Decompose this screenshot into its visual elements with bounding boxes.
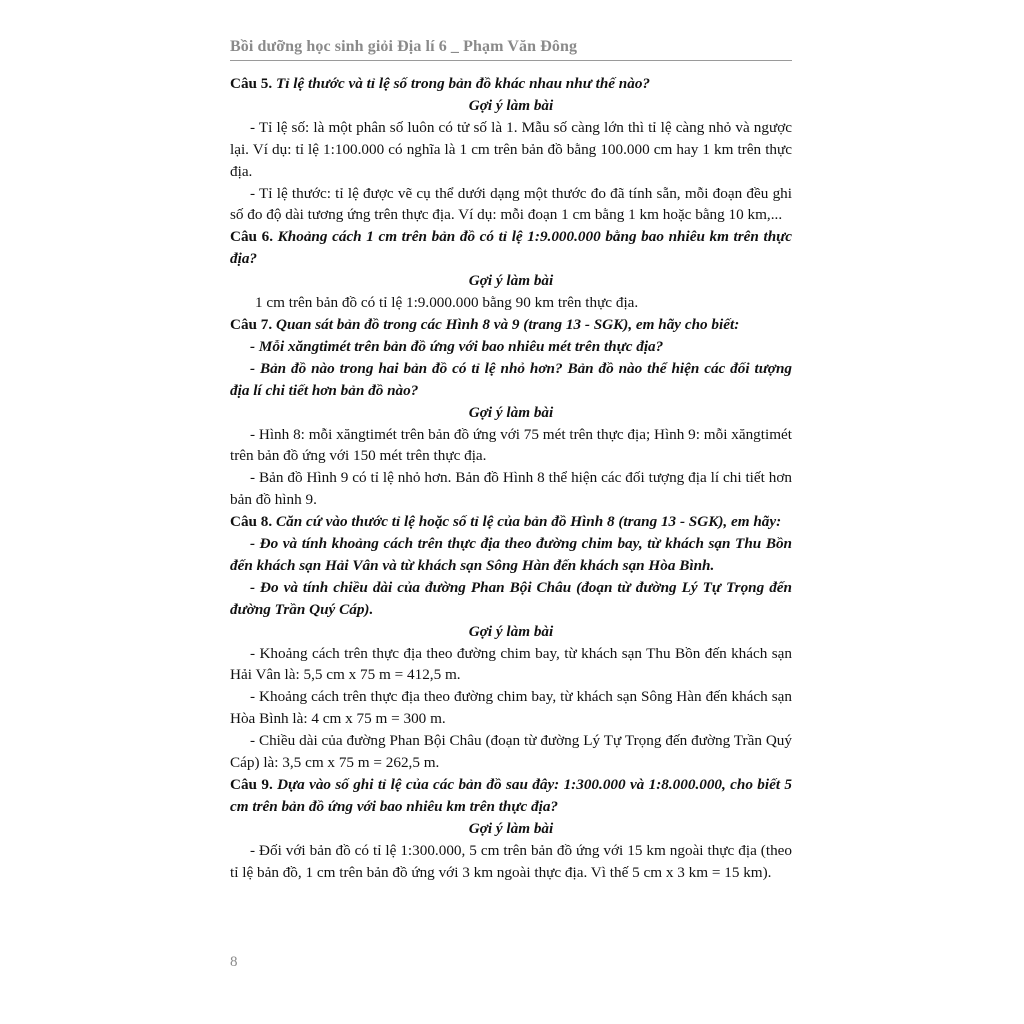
question-6-label: Câu 6. xyxy=(230,228,274,246)
question-5-title: Tỉ lệ thước và tỉ lệ số trong bản đồ khác nhau như thế nào? xyxy=(276,75,651,92)
question-5-answer-1: - Tỉ lệ số: là một phân số luôn có tử số là 1. Mẫu số càng lớn thì tỉ lệ càng nhỏ và ngược lại. Ví dụ: tỉ lệ 1:100.000 có nghĩa là 1 cm trên bản đồ bằng 100.000 cm hay 1 km trên thực địa. xyxy=(230,118,792,180)
question-9-label: Câu 9. xyxy=(230,776,273,793)
question-6-answer-1: 1 cm trên bản đồ có tỉ lệ 1:9.000.000 bằng 90 km trên thực địa. xyxy=(255,294,639,312)
question-8-sub-2: - Đo và tính chiều dài của đường Phan Bội Châu (đoạn từ đường Lý Tự Trọng đến đường Trần Quý Cáp). xyxy=(230,578,792,618)
question-5-answer-2: - Tỉ lệ thước: tỉ lệ được vẽ cụ thể dưới dạng một thước đo đã tính sẵn, mỗi đoạn đều ghi số đo độ dài tương ứng trên thực địa. Ví dụ: mỗi đoạn 1 cm bằng 1 km hoặc bằng 10 km,... xyxy=(230,184,792,224)
header-divider xyxy=(230,60,792,61)
question-5-hint: Gợi ý làm bài xyxy=(468,96,554,114)
question-7-label: Câu 7. xyxy=(230,315,273,333)
question-6-hint: Gợi ý làm bài xyxy=(468,272,554,290)
question-8-answer-3: - Chiều dài của đường Phan Bội Châu (đoạn từ đường Lý Tự Trọng đến đường Trần Quý Cáp) là: 3,5 cm x 75 m = 262,5 m. xyxy=(230,732,792,772)
question-8 xyxy=(230,511,792,533)
question-9-hint: Gợi ý làm bài xyxy=(468,819,554,837)
question-9-answer-1: - Đối với bản đồ có tỉ lệ 1:300.000, 5 cm trên bản đồ ứng với 15 km ngoài thực địa (theo tỉ lệ bản đồ, 1 cm trên bản đồ ứng với 3 km ngoài thực địa. Vì thế 5 cm x 3 km = 15 km). xyxy=(230,841,792,881)
question-7 xyxy=(230,314,792,336)
question-8-label: Câu 8. xyxy=(230,513,273,531)
question-5 xyxy=(230,73,792,95)
question-6 xyxy=(230,226,792,270)
question-7-title: Quan sát bản đồ trong các Hình 8 và 9 (trang 13 - SGK), em hãy cho biết: xyxy=(276,315,740,333)
running-head: Bồi dưỡng học sinh giỏi Địa lí 6 _ Phạm Văn Đông xyxy=(230,38,578,55)
question-8-sub-1: - Đo và tính khoảng cách trên thực địa theo đường chim bay, từ khách sạn Thu Bồn đến khách sạn Hải Vân và từ khách sạn Sông Hàn đến khách sạn Hòa Bình. xyxy=(230,535,792,574)
page-number: 8 xyxy=(230,954,238,970)
question-6-title: Khoảng cách 1 cm trên bản đồ có tỉ lệ 1:9.000.000 bằng bao nhiêu km trên thực địa? xyxy=(230,228,793,268)
question-8-title: Căn cứ vào thước tỉ lệ hoặc số tỉ lệ của bản đồ Hình 8 (trang 13 - SGK), em hãy: xyxy=(276,513,782,531)
question-7-answer-2: - Bản đồ Hình 9 có tỉ lệ nhỏ hơn. Bản đồ Hình 8 thể hiện các đối tượng địa lí chi tiết hơn bản đồ hình 9. xyxy=(230,469,792,509)
document-page xyxy=(230,0,792,1024)
question-7-hint: Gợi ý làm bài xyxy=(468,403,554,421)
question-7-sub-2: - Bản đồ nào trong hai bản đồ có tỉ lệ nhỏ hơn? Bản đồ nào thể hiện các đối tượng địa lí chi tiết hơn bản đồ nào? xyxy=(230,359,792,399)
question-8-answer-1: - Khoảng cách trên thực địa theo đường chim bay, từ khách sạn Thu Bồn đến khách sạn Hải Vân là: 5,5 cm x 75 m = 412,5 m. xyxy=(230,644,792,684)
question-8-answer-2: - Khoảng cách trên thực địa theo đường chim bay, từ khách sạn Sông Hàn đến khách sạn Hòa Bình là: 4 cm x 75 m = 300 m. xyxy=(230,688,792,728)
page-content xyxy=(230,73,792,884)
question-5-label: Câu 5. xyxy=(230,75,273,92)
question-9 xyxy=(230,774,792,818)
question-7-answer-1: - Hình 8: mỗi xăngtimét trên bản đồ ứng với 75 mét trên thực địa; Hình 9: mỗi xăngtimét trên bản đồ ứng với 150 mét trên thực địa. xyxy=(230,425,792,465)
question-7-sub-1: - Mỗi xăngtimét trên bản đồ ứng với bao nhiêu mét trên thực địa? xyxy=(250,337,664,355)
question-8-hint: Gợi ý làm bài xyxy=(468,622,554,640)
question-9-title: Dựa vào số ghi tỉ lệ của các bản đồ sau đây: 1:300.000 và 1:8.000.000, cho biết 5 cm trên bản đồ ứng với bao nhiêu km trên thực địa? xyxy=(230,776,792,815)
